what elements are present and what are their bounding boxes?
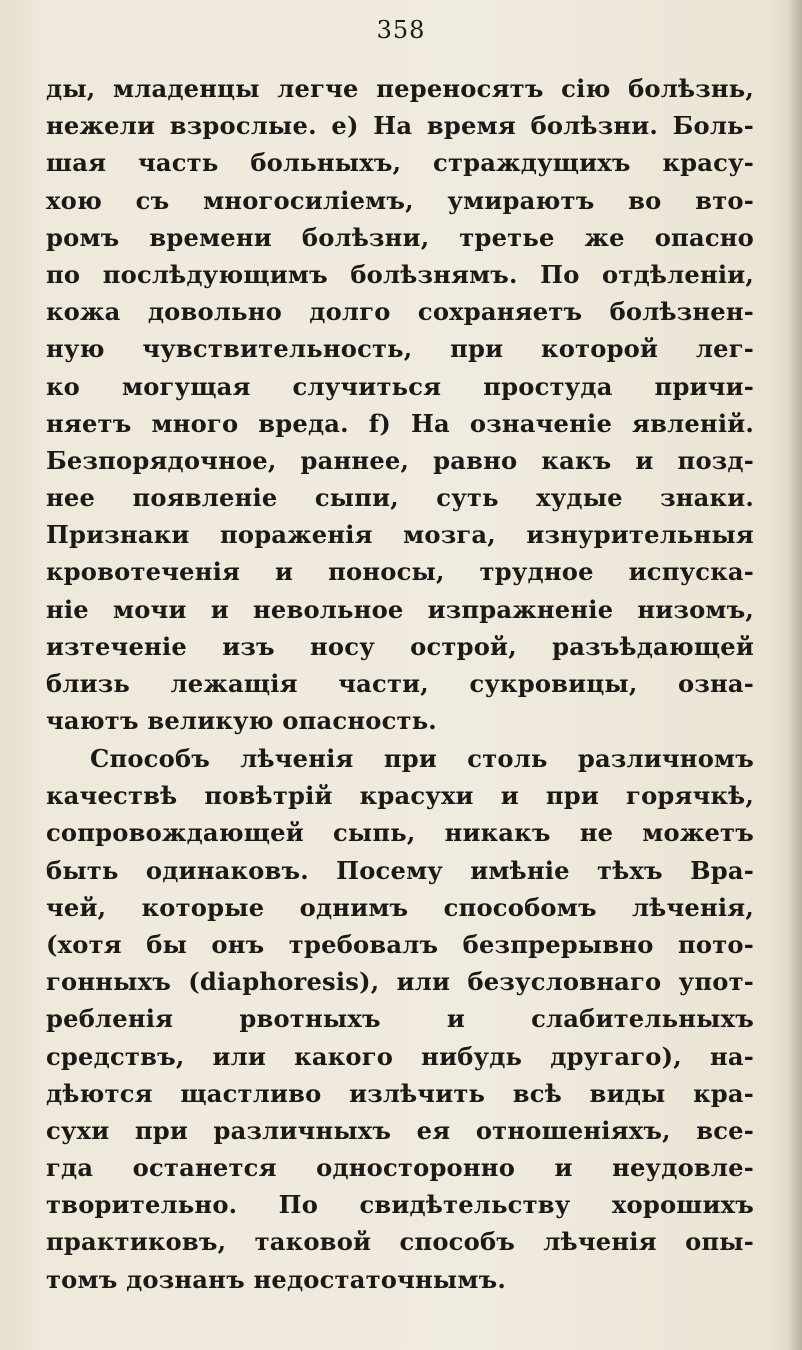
text-line: (хотя бы онъ требовалъ безпрерывно пото- — [46, 929, 754, 959]
text-line: чаютъ великую опасность. — [46, 706, 437, 736]
text-line: творительно. По свидѣтельству хорошихъ — [46, 1190, 754, 1220]
text-line: ко могущая случиться простуда причи- — [46, 371, 754, 401]
text-line: ніе мочи и невольное изпражненіе низомъ, — [46, 594, 754, 624]
text-line: близь лежащія части, сукровицы, озна- — [46, 669, 754, 698]
text-line: по послѣдующимъ болѣзнямъ. По отдѣленіи, — [46, 259, 754, 289]
text-line: няетъ много вреда. f) На означеніе явленій. — [46, 408, 754, 438]
text-line: хою съ многосиліемъ, умираютъ во вто- — [46, 185, 754, 215]
text-line: кровотеченія и поносы, трудное испуска- — [46, 557, 754, 587]
paragraph-1 — [46, 70, 754, 739]
text-line: качествѣ повѣтрій красухи и при горячкѣ, — [46, 781, 754, 811]
text-line: ды, младенцы легче переносятъ сію болѣзнь, — [46, 74, 754, 103]
text-line: быть одинаковъ. Посему имѣніе тѣхъ Вра- — [46, 855, 754, 885]
text-line: ромъ времени болѣзни, третье же опасно — [46, 222, 754, 252]
text-line: Признаки пораженія мозга, изнурительныя — [46, 520, 754, 550]
text-line: Безпорядочное, раннее, равно какъ и позд- — [46, 445, 754, 475]
text-line: сухи при различныхъ ея отношеніяхъ, все- — [46, 1115, 754, 1145]
text-line: кожа довольно долго сохраняетъ болѣзнен- — [46, 297, 754, 327]
text-line: дѣются щастливо излѣчить всѣ виды кра- — [46, 1078, 754, 1108]
text-line: томъ дознанъ недостаточнымъ. — [46, 1264, 506, 1294]
text-line: нее появленіе сыпи, суть худые знаки. — [46, 483, 754, 513]
text-line: ную чувствительность, при которой лег- — [46, 334, 754, 364]
text-line: Способъ лѣченія при столь различномъ — [90, 744, 754, 773]
page-number: 358 — [376, 16, 426, 44]
text-line: гда останется односторонно и неудовле- — [46, 1153, 754, 1183]
text-line: практиковъ, таковой способъ лѣченія опы- — [46, 1227, 754, 1257]
text-line: сопровождающей сыпь, никакъ не можетъ — [46, 818, 754, 848]
text-line: нежели взрослые. e) На время болѣзни. Боль- — [46, 111, 754, 141]
text-line: гонныхъ (diaphoresis), или безусловнаго упот- — [46, 967, 754, 997]
text-line: чей, которые однимъ способомъ лѣченія, — [46, 892, 754, 922]
text-line: ребленія рвотныхъ и слабительныхъ — [46, 1004, 754, 1034]
text-line: шая часть больныхъ, страждущихъ красу- — [46, 148, 754, 178]
text-line: изтеченіе изъ носу острой, разъѣдающей — [46, 631, 754, 661]
text-line: средствъ, или какого нибудь другаго), на- — [46, 1041, 754, 1071]
page-edge-shadow — [788, 0, 802, 1350]
paragraph-2 — [46, 740, 754, 1298]
